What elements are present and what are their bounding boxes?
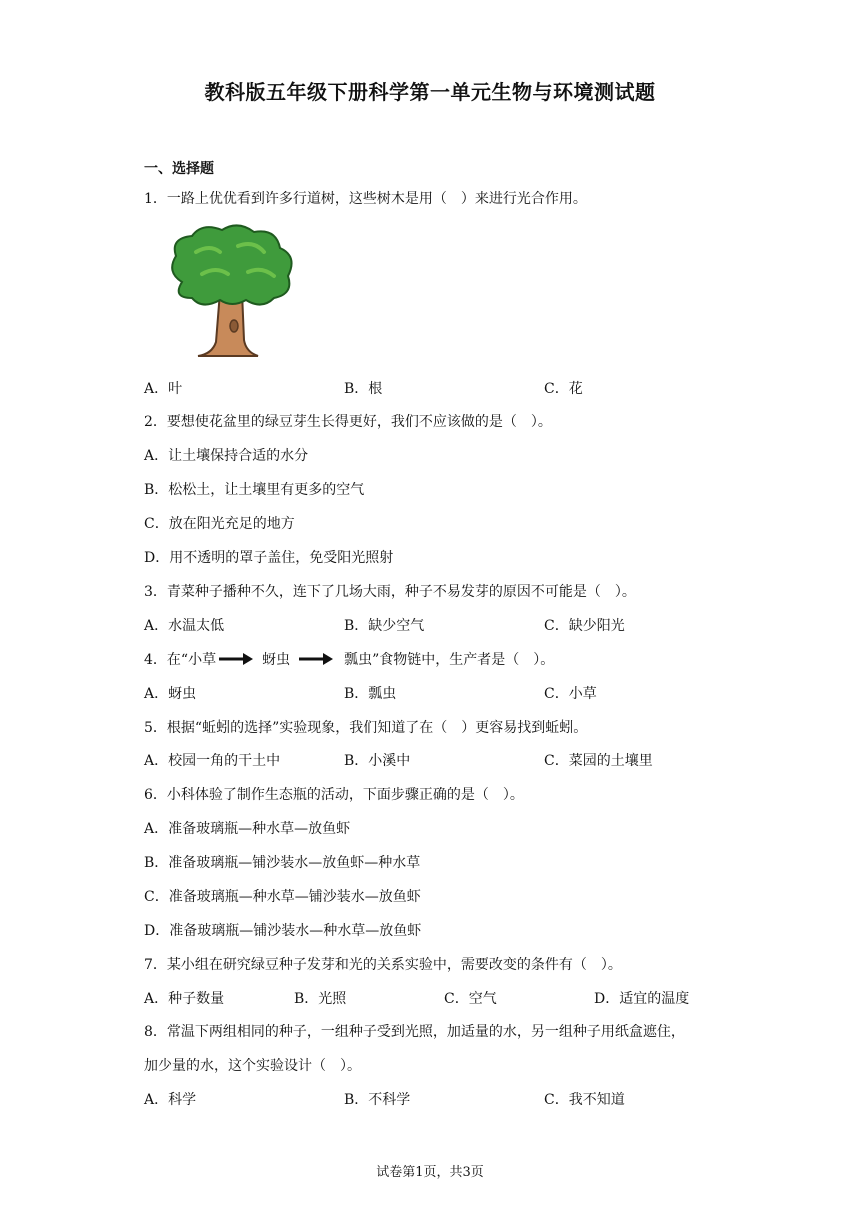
question-4-option-a: A．蚜虫	[144, 686, 197, 702]
question-8-stem-line-1: 8．常温下两组相同的种子，一组种子受到光照，加适量的水，另一组种子用纸盒遮住，	[144, 1024, 685, 1040]
question-4-consumer: 蚜虫	[262, 652, 291, 668]
question-4-stem-end: 瓢虫”食物链中，生产者是（ ）。	[344, 652, 555, 668]
question-5-option-c: C．菜园的土壤里	[544, 753, 653, 769]
question-3-option-c: C．缺少阳光	[544, 618, 625, 634]
tree-illustration	[162, 222, 302, 358]
question-2-option-b: B．松松土，让土壤里有更多的空气	[144, 482, 365, 498]
question-4-stem	[144, 649, 554, 669]
question-8-option-c: C．我不知道	[544, 1092, 625, 1108]
question-4-option-c: C．小草	[544, 686, 597, 702]
arrow-right-icon	[219, 653, 253, 665]
question-7-option-a: A．种子数量	[144, 991, 225, 1007]
question-7-option-b: B．光照	[294, 991, 347, 1007]
question-5-stem: 5．根据“蚯蚓的选择”实验现象，我们知道了在（ ）更容易找到蚯蚓。	[144, 720, 588, 736]
arrow-right-icon	[299, 653, 333, 665]
question-2-option-c: C．放在阳光充足的地方	[144, 516, 295, 532]
question-8-option-a: A．科学	[144, 1092, 197, 1108]
question-8-stem-line-2: 加少量的水，这个实验设计（ ）。	[144, 1058, 361, 1074]
question-7-option-c: C．空气	[444, 991, 497, 1007]
question-3-option-a: A．水温太低	[144, 618, 225, 634]
question-6-stem: 6．小科体验了制作生态瓶的活动，下面步骤正确的是（ ）。	[144, 787, 524, 803]
page-title: 教科版五年级下册科学第一单元生物与环境测试题	[204, 80, 656, 104]
question-6-option-d: D．准备玻璃瓶—铺沙装水—种水草—放鱼虾	[144, 923, 422, 939]
question-1-stem: 1．一路上优优看到许多行道树，这些树木是用（ ）来进行光合作用。	[144, 191, 587, 207]
question-8-option-b: B．不科学	[344, 1092, 411, 1108]
question-2-option-d: D．用不透明的罩子盖住，免受阳光照射	[144, 550, 394, 566]
section-heading: 一、选择题	[144, 161, 214, 177]
page-footer: 试卷第1页，共3页	[376, 1165, 484, 1180]
question-3-stem: 3．青菜种子播种不久，连下了几场大雨，种子不易发芽的原因不可能是（ ）。	[144, 584, 636, 600]
question-3-option-b: B．缺少空气	[344, 618, 425, 634]
question-6-option-c: C．准备玻璃瓶—种水草—铺沙装水—放鱼虾	[144, 889, 421, 905]
question-6-option-b: B．准备玻璃瓶—铺沙装水—放鱼虾—种水草	[144, 855, 421, 871]
question-6-option-a: A．准备玻璃瓶—种水草—放鱼虾	[144, 821, 351, 837]
question-4-option-b: B．瓢虫	[344, 686, 397, 702]
question-2-option-a: A．让土壤保持合适的水分	[144, 448, 309, 464]
question-4-stem-start: 4．在“小草	[144, 652, 217, 668]
question-2-stem: 2．要想使花盆里的绿豆芽生长得更好，我们不应该做的是（ ）。	[144, 414, 552, 430]
question-5-option-a: A．校园一角的干土中	[144, 753, 281, 769]
question-7-option-d: D．适宜的温度	[594, 991, 690, 1007]
question-5-option-b: B．小溪中	[344, 753, 411, 769]
question-7-stem: 7．某小组在研究绿豆种子发芽和光的关系实验中，需要改变的条件有（ ）。	[144, 957, 622, 973]
question-1-option-b: B．根	[344, 381, 383, 397]
question-1-option-c: C．花	[544, 381, 583, 397]
question-1-option-a: A．叶	[144, 381, 183, 397]
